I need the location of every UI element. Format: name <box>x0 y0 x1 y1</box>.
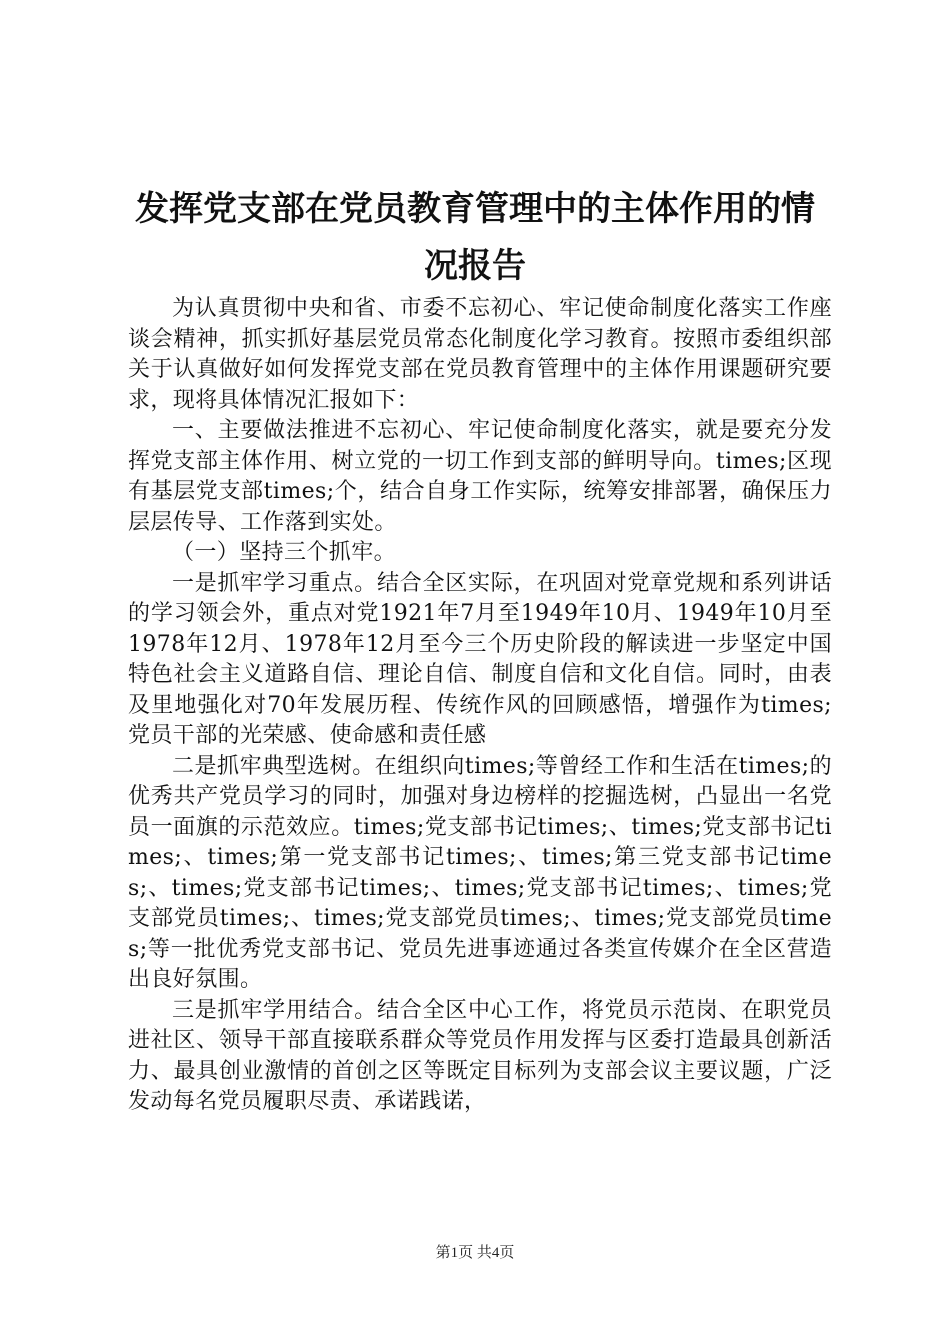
document-title-line-1: 发挥党支部在党员教育管理中的主体作用的情 <box>135 189 815 229</box>
document-title-line-2: 况报告 <box>424 246 526 286</box>
paragraph-role-models: 二是抓牢典型选树。在组织向times;等曾经工作和生活在times;的优秀共产党员学习的同时，加强对身边榜样的挖掘选树，凸显出一名党员一面旗的示范效应。times;党支部书记times;、times;党支部书记times;、times;第一党支部书记times;、times;第三党支部书记times;、times;党支部书记times;、times;党支部书记times;、times;党支部党员times;、times;党支部党员times;、times;党支部党员times;等一批优秀党支部书记、党员先进事迹通过各类宣传媒介在全区营造出良好氛围。 <box>128 753 832 992</box>
paragraph-intro: 为认真贯彻中央和省、市委不忘初心、牢记使命制度化落实工作座谈会精神，抓实抓好基层党员常态化制度化学习教育。按照市委组织部关于认真做好如何发挥党支部在党员教育管理中的主体作用课题研究要求，现将具体情况汇报如下： <box>128 296 832 413</box>
document-body <box>128 294 832 1118</box>
paragraph-study-focus: 一是抓牢学习重点。结合全区实际，在巩固对党章党规和系列讲话的学习领会外，重点对党1921年7月至1949年10月、1949年10月至1978年12月、1978年12月至今三个历史阶段的解读进一步坚定中国特色社会主义道路自信、理论自信、制度自信和文化自信。同时，由表及里地强化对70年发展历程、传统作风的回顾感悟，增强作为times;党员干部的光荣感、使命感和责任感 <box>128 570 832 748</box>
paragraph-study-application: 三是抓牢学用结合。结合全区中心工作，将党员示范岗、在职党员进社区、领导干部直接联系群众等党员作用发挥与区委打造最具创新活力、最具创业激情的首创之区等既定目标列为支部会议主要议题，广泛发动每名党员履职尽责、承诺践诺， <box>128 997 832 1114</box>
paragraph-section-heading: （一）坚持三个抓牢。 <box>172 540 397 565</box>
paragraph-main-practice: 一、主要做法推进不忘初心、牢记使命制度化落实，就是要充分发挥党支部主体作用、树立党的一切工作到支部的鲜明导向。times;区现有基层党支部times;个，结合自身工作实际，统筹安排部署，确保压力层层传导、工作落到实处。 <box>128 418 832 535</box>
page-number-footer: 第1页 共4页 <box>435 1245 515 1261</box>
